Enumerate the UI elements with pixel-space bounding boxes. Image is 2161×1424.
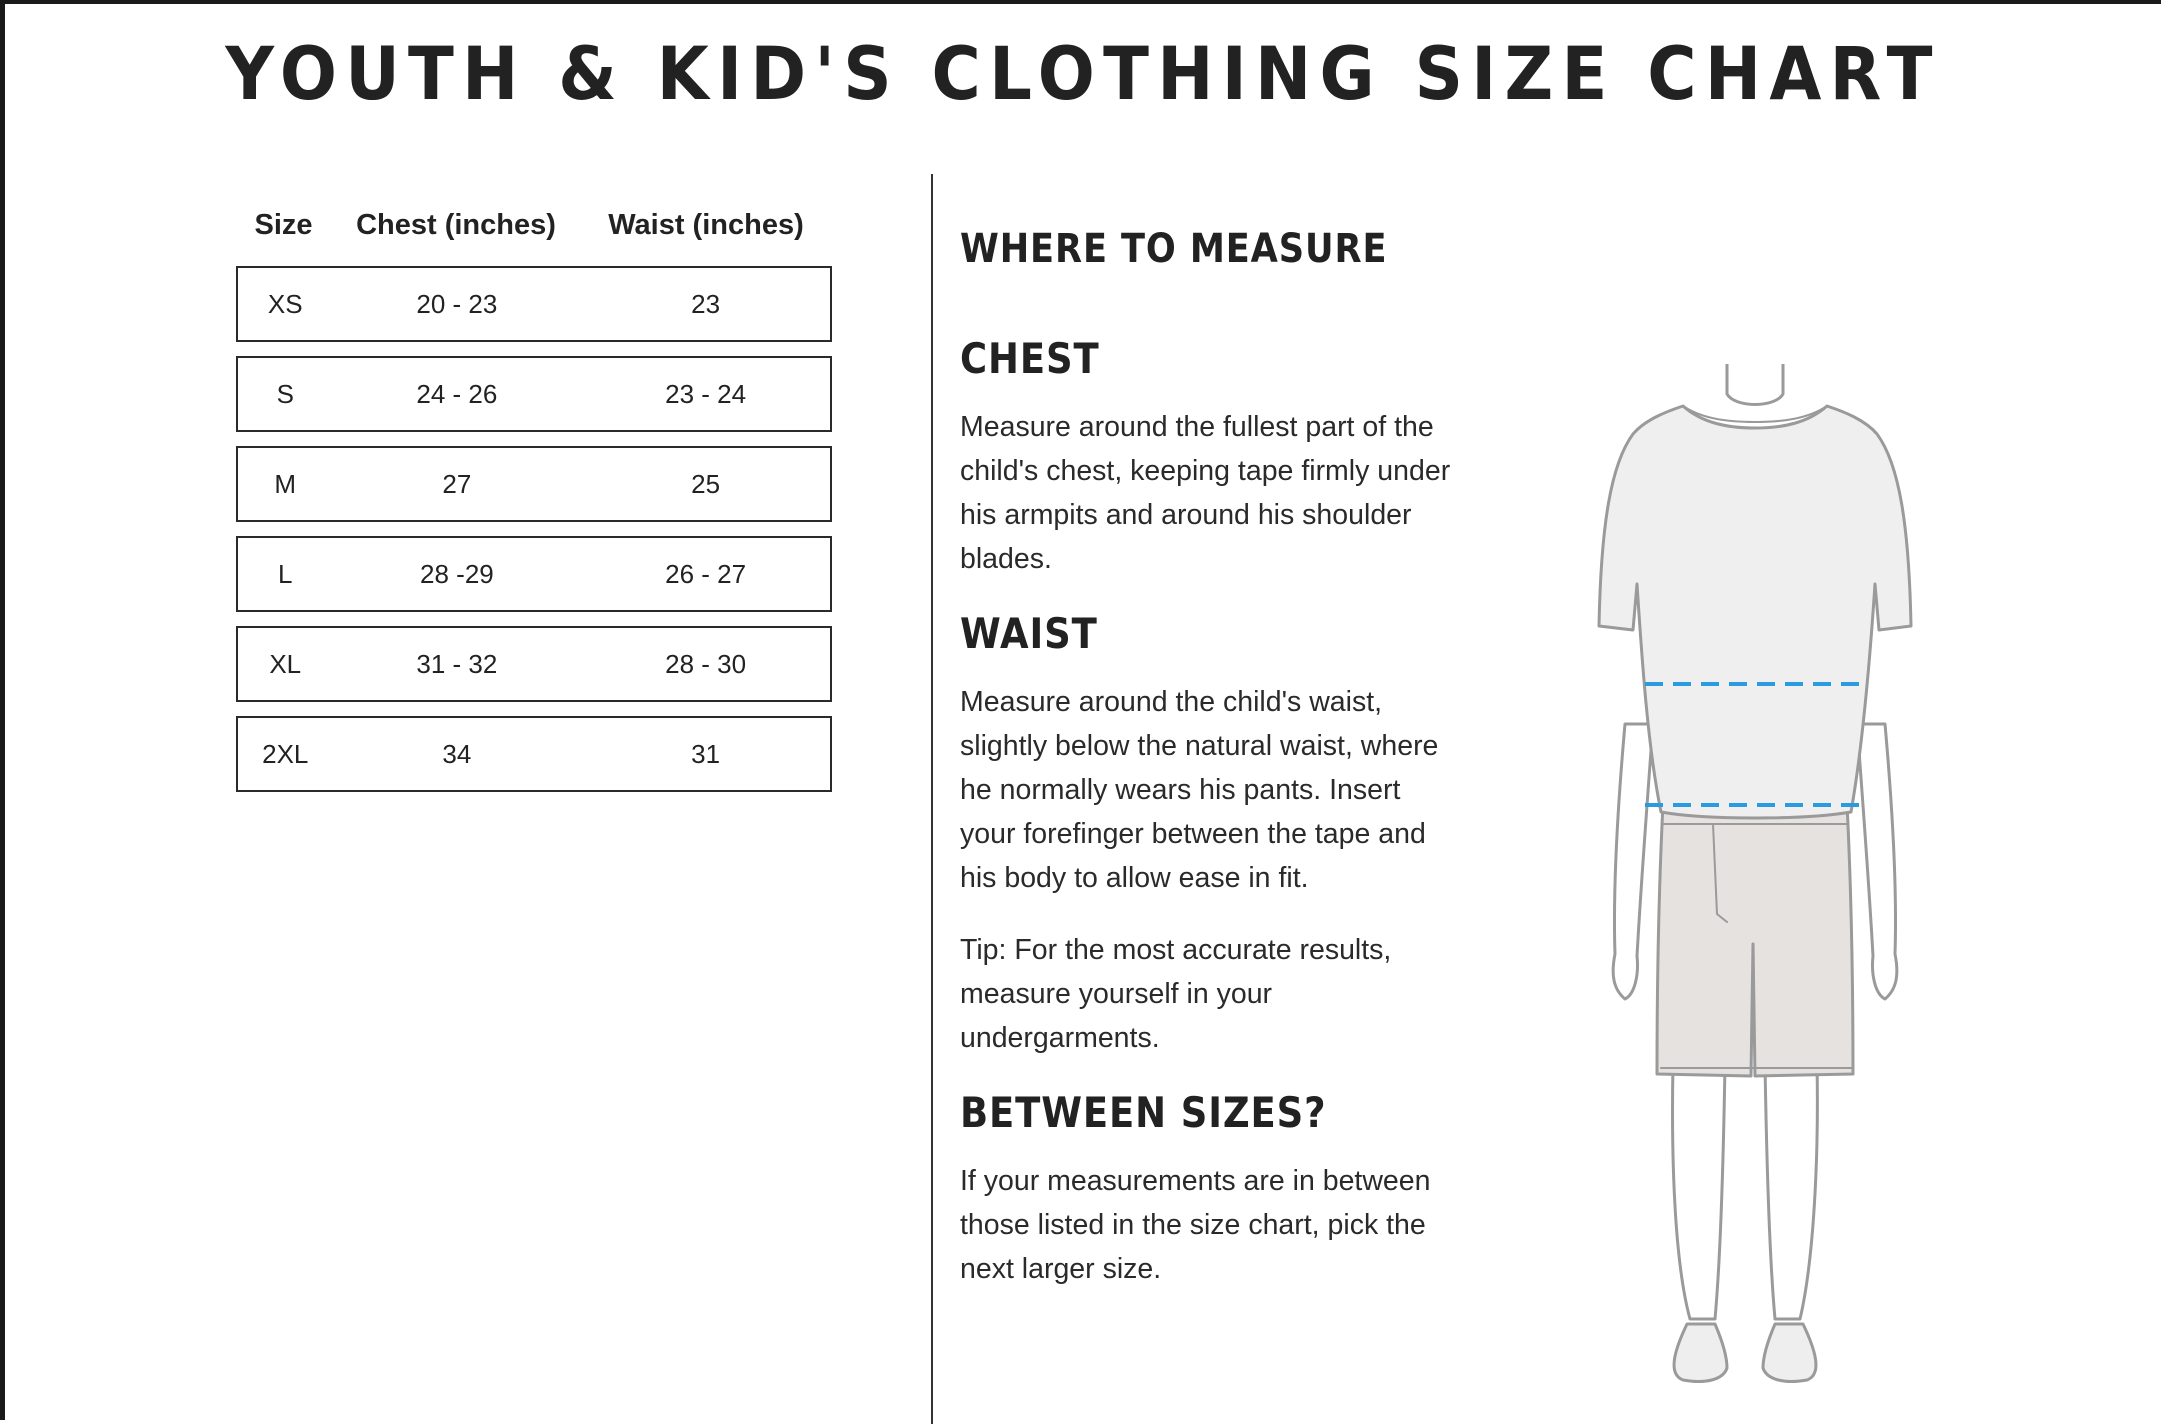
header-waist: Waist (inches) (608, 208, 804, 241)
table-row (236, 716, 832, 792)
table-header (236, 200, 832, 250)
header-chest: Chest (inches) (356, 208, 556, 241)
cell-chest: 24 - 26 (416, 378, 498, 409)
between-text: If your measurements are in between those listed in the size chart, pick the next larger size. (960, 1165, 1431, 1285)
header-size: Size (254, 208, 313, 241)
child-figure-illustration (1595, 364, 1915, 1404)
cell-waist: 31 (691, 738, 721, 769)
right-shoe (1763, 1324, 1816, 1382)
right-arm (1857, 724, 1897, 999)
table-row (236, 356, 832, 432)
waist-text: Measure around the child's waist, slightly below the natural waist, where he normally wears his pants. Insert your forefinger between the tape and his body to allow ease in fit. (960, 686, 1439, 894)
cell-size: M (274, 468, 297, 499)
size-table (236, 200, 832, 806)
left-leg (1673, 1064, 1725, 1319)
cell-waist: 25 (691, 468, 721, 499)
guide-heading: WHERE TO MEASURE (960, 226, 1388, 272)
table-row (236, 266, 832, 342)
cell-size: 2XL (262, 738, 309, 769)
cell-waist: 28 - 30 (665, 648, 747, 679)
cell-chest: 28 -29 (420, 558, 494, 589)
measure-guide (960, 226, 1460, 1319)
tip-text: Tip: For the most accurate results, measure yourself in your undergarments. (960, 934, 1392, 1054)
chest-text: Measure around the fullest part of the child's chest, keeping tape firmly under his armpits and around his shoulder blades. (960, 411, 1451, 575)
waist-heading: WAIST (960, 609, 1098, 658)
page-title: YOUTH & KID'S CLOTHING SIZE CHART (225, 32, 1941, 117)
neck (1727, 364, 1783, 405)
left-shoe (1674, 1324, 1727, 1382)
cell-size: XL (269, 648, 302, 679)
cell-size: L (278, 558, 293, 589)
cell-size: S (276, 378, 294, 409)
cell-waist: 23 - 24 (665, 378, 747, 409)
cell-chest: 20 - 23 (416, 288, 498, 319)
cell-chest: 27 (442, 468, 472, 499)
cell-waist: 23 (691, 288, 721, 319)
right-leg (1765, 1064, 1817, 1319)
cell-chest: 34 (442, 738, 472, 769)
child-figure (1599, 364, 1911, 1382)
cell-size: XS (267, 288, 303, 319)
table-row (236, 446, 832, 522)
chest-heading: CHEST (960, 334, 1100, 383)
column-divider (931, 174, 933, 1424)
table-row (236, 536, 832, 612)
table-row (236, 626, 832, 702)
between-heading: BETWEEN SIZES? (960, 1088, 1327, 1137)
cell-waist: 26 - 27 (665, 558, 747, 589)
cell-chest: 31 - 32 (416, 648, 498, 679)
shorts (1657, 804, 1853, 1076)
left-arm (1613, 724, 1653, 999)
